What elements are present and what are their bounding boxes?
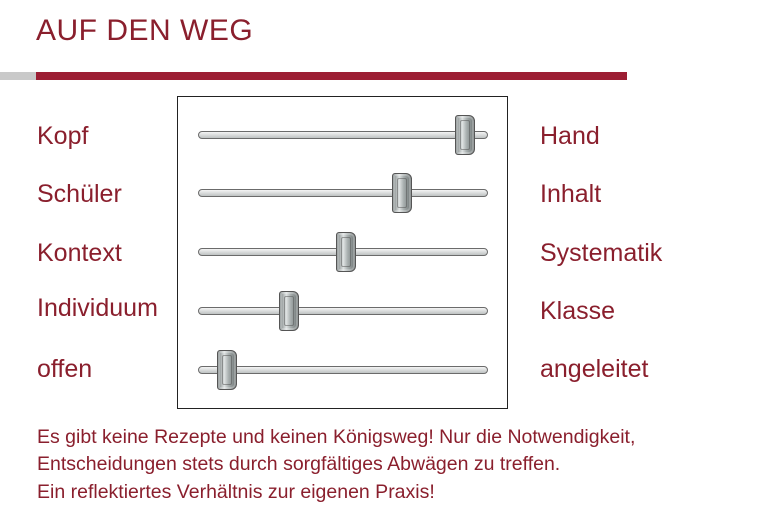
title-rule-accent bbox=[36, 72, 627, 80]
title-rule-gray bbox=[0, 72, 36, 80]
slider-left-label-offen: offen bbox=[37, 355, 93, 383]
slider-thumb[interactable] bbox=[336, 232, 356, 272]
slider-track[interactable] bbox=[198, 307, 488, 315]
page-title: AUF DEN WEG bbox=[36, 14, 254, 47]
slider-left-label-kopf: Kopf bbox=[37, 122, 89, 150]
slider-track[interactable] bbox=[198, 131, 488, 139]
slider-right-label-klasse: Klasse bbox=[540, 297, 616, 325]
footer-line-3: Ein reflektiertes Verhältnis zur eigenen Praxis! bbox=[37, 481, 435, 503]
slider-right-label-angeleitet: angeleitet bbox=[540, 355, 649, 383]
slider-thumb[interactable] bbox=[455, 115, 475, 155]
slider-panel bbox=[177, 96, 508, 409]
slider-right-label-systematik: Systematik bbox=[540, 239, 663, 267]
slider-right-label-inhalt: Inhalt bbox=[540, 180, 602, 208]
slider-track[interactable] bbox=[198, 189, 488, 197]
slider-thumb[interactable] bbox=[279, 291, 299, 331]
slider-thumb[interactable] bbox=[392, 173, 412, 213]
slider-left-label-schueler: Schüler bbox=[37, 180, 122, 208]
slider-left-label-individuum: Individuum bbox=[37, 294, 158, 322]
slider-right-label-hand: Hand bbox=[540, 122, 600, 150]
footer-line-1: Es gibt keine Rezepte und keinen Königsweg! Nur die Notwendigkeit, bbox=[37, 426, 636, 448]
slider-thumb[interactable] bbox=[217, 350, 237, 390]
slider-track[interactable] bbox=[198, 366, 488, 374]
footer-line-2: Entscheidungen stets durch sorgfältiges Abwägen zu treffen. bbox=[37, 453, 561, 475]
slider-left-label-kontext: Kontext bbox=[37, 239, 122, 267]
